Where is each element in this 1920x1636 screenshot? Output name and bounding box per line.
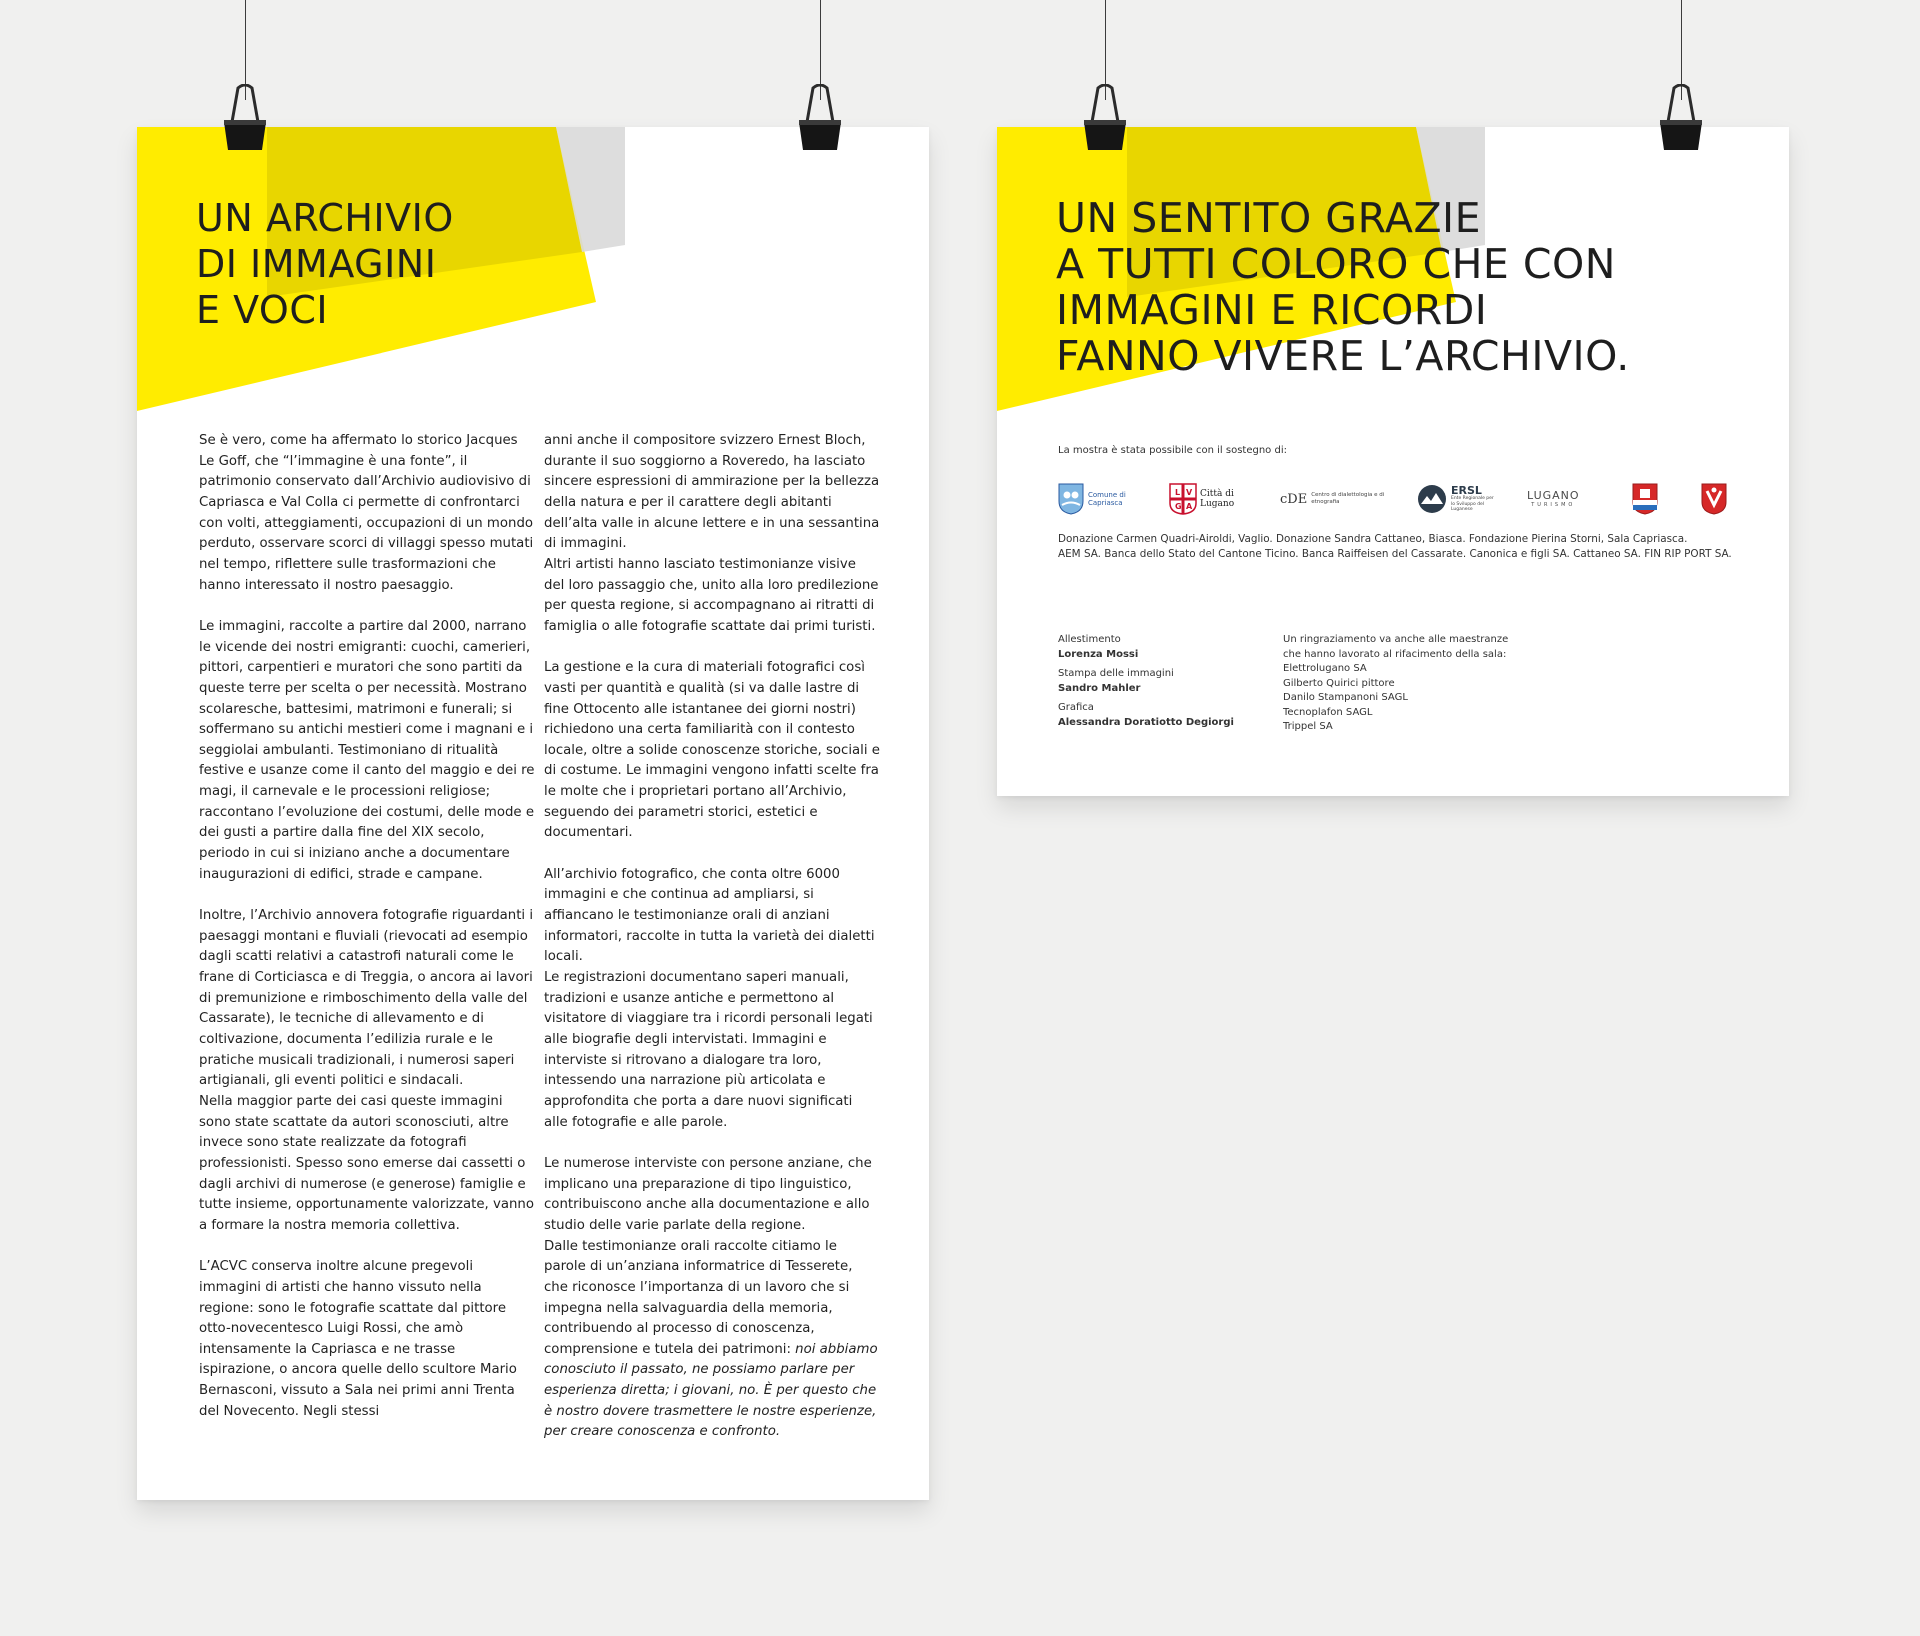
binder-clip-icon (1654, 84, 1708, 154)
crest-letter: G (1175, 502, 1182, 511)
poster-title (1056, 195, 1630, 379)
logo-crest-red (1701, 479, 1727, 519)
thanks-line: Danilo Stampanoni SAGL (1283, 692, 1408, 703)
logo-wordmark: LUGANO (1527, 488, 1580, 502)
paragraph: Le numerose interviste con persone anziane, che implicano una preparazione di tipo linguistico, contribuiscono anche alla documentazione e allo studio delle varie parlate della regione. (544, 1155, 872, 1233)
poster-thanks (997, 127, 1789, 796)
credits (1058, 633, 1234, 735)
binder-clip-icon (1078, 84, 1132, 154)
credit-role: Stampa delle immagini (1058, 668, 1174, 679)
thanks-line: Tecnoplafon SAGL (1283, 706, 1373, 718)
binder-clip-icon (218, 84, 272, 154)
paragraph: Nella maggior parte dei casi queste immagini sono state scattate da autori sconosciuti, altre invece sono state realizzate da fotografi professionisti. Spesso sono emerse dai cassetti o dagli archivi di numerose (e generose) famiglie e tutte insieme, opportunamente valorizzate, vanno a formare la nostra memoria collettiva. (199, 1093, 534, 1233)
title-line: IMMAGINI E RICORDI (1056, 286, 1488, 334)
logo-ersl (1417, 479, 1497, 519)
thanks-line: Trippel SA (1283, 721, 1333, 732)
thanks-line: che hanno lavorato al rifacimento della sala: (1283, 648, 1507, 660)
thanks-line: Elettrolugano SA (1283, 663, 1367, 674)
capriasca-crest-icon (1058, 483, 1084, 515)
thanks-line: Un ringraziamento va anche alle maestranze (1283, 634, 1509, 645)
paragraph (544, 1237, 880, 1444)
donation-line: AEM SA. Banca dello Stato del Cantone Ticino. Banca Raiffeisen del Cassarate. Canonica e figli SA. Cattaneo SA. FIN RIP PORT SA. (1058, 547, 1732, 560)
paragraph: Le registrazioni documentano saperi manuali, tradizioni e usanze antiche e permettono al visitatore di viaggiare tra i ricordi personali legati alle biografie degli intervistati. Immagini e interviste si ritrovano a dialogare tra loro, intessendo una narrazione più articolata e approfondita che porta a dare nuovi significati alle fotografie e alle parole. (544, 970, 873, 1130)
paragraph: Altri artisti hanno lasciato testimonianze visive del loro passaggio che, unito alla loro predilezione per questa regione, si accompagnano ai ritratti di famiglia o alle fotografie scattate dai primi turisti. (544, 556, 879, 634)
crest-letter: L (1175, 488, 1181, 497)
title-line: E VOCI (196, 288, 329, 332)
logo-caption: Città di Lugano (1200, 489, 1235, 509)
poster-title (196, 195, 454, 333)
logo-lugano-turismo (1527, 479, 1580, 519)
cde-mark-icon: cDE (1280, 491, 1308, 507)
donation-line: Donazione Carmen Quadri-Airoldi, Vaglio. Donazione Sandra Cattaneo, Biasca. Fondazione Pierina Storni, Sala Capriasca. (1058, 533, 1688, 545)
title-line: A TUTTI COLORO CHE CON (1056, 240, 1616, 288)
ersl-mountain-icon (1417, 484, 1447, 514)
donations-list (1058, 532, 1732, 561)
paragraph: Le immagini, raccolte a partire dal 2000, narrano le vicende dei nostri emigranti: cuochi, camerieri, pittori, carpentieri e muratori che sono partiti da queste terre per scelta o per necessità. Mostrano scolaresche, battesimi, matrimoni e funerali; si soffermano su antichi mestieri come i magnani e i seggiolai ambulanti. Testimoniano di ritualità festive e usanze come il canto del maggio e dei re magi, il carnevale e le processioni religiose; raccontano l’evoluzione dei costumi, delle mode e dei gusti a partire dalla fine del XIX secolo, periodo in cui si iniziano anche a documentare inaugurazioni di edifici, strade e campane. (199, 618, 535, 882)
support-label: La mostra è stata possibile con il sostegno di: (1058, 445, 1287, 456)
logo-cde (1280, 479, 1393, 519)
quote: noi abbiamo conosciuto il passato, ne possiamo parlare per esperienza diretta; i giovani, no. È per questo che è nostro dovere trasmettere le nostre esperienze, per creare conoscenza e confronto. (544, 1341, 878, 1440)
title-line: UN ARCHIVIO (196, 196, 454, 240)
ersl-mark: ERSL (1451, 484, 1482, 498)
text-column-1 (199, 431, 535, 1422)
thanks-list (1283, 633, 1508, 735)
title-line: UN SENTITO GRAZIE (1056, 194, 1482, 242)
logo-citta-lugano (1169, 479, 1238, 519)
paragraph: anni anche il compositore svizzero Ernest Bloch, durante il suo soggiorno a Roveredo, ha lasciato sincere espressioni di ammirazione per la bellezza della natura e per il carattere degli abitanti dell’alta valle in alcune lettere e in una sessantina di immagini. (544, 433, 880, 552)
credit-name: Lorenza Mossi (1058, 648, 1139, 660)
logo-comune-capriasca (1058, 479, 1130, 519)
crest-letter: A (1186, 502, 1193, 511)
crest-letter: V (1186, 488, 1193, 497)
credit-name: Sandro Mahler (1058, 682, 1141, 694)
thanks-line: Gilberto Quirici pittore (1283, 677, 1395, 689)
paragraph-text: Dalle testimonianze orali raccolte citiamo le parole di un’anziana informatrice di Tesserete, che riconosce l’importanza di un lavoro che si impegna nella salvaguardia della memoria, contribuendo al processo di conoscenza, comprensione e tutela dei patrimoni: (544, 1238, 853, 1357)
paragraph: All’archivio fotografico, che conta oltre 6000 immagini e che continua ad ampliarsi, si affiancano le testimonianze orali di anziani informatori, raccolte in tutta la varietà dei dialetti locali. (544, 866, 875, 965)
municipal-crest-icon (1632, 483, 1658, 515)
municipal-crest-icon (1701, 483, 1727, 515)
paragraph: L’ACVC conserva inoltre alcune pregevoli immagini di artisti che hanno vissuto nella regione: sono le fotografie scattate dal pittore otto-novecentesco Luigi Rossi, che amò intensamente la Capriasca e ne trasse ispirazione, o ancora quelle dello scultore Mario Bernasconi, vissuto a Sala nei primi anni Trenta del Novecento. Negli stessi (199, 1259, 517, 1419)
poster-archive-intro (137, 127, 929, 1500)
lugano-crest-icon (1169, 483, 1197, 515)
paragraph: Inoltre, l’Archivio annovera fotografie riguardanti i paesaggi montani e fluviali (rievocati ad esempio dagli scatti relativi a catastrofi naturali come le frane di Corticiasca e di Treggia, o ancora ai lavori di premunizione e rimboschimento della valle del Cassarate), le tecniche di allevamento e di coltivazione, documenta l’edilizia rurale e le pratiche musicali tradizionali, i numerosi saperi artigianali, gli eventi politici e sindacali. (199, 908, 534, 1089)
logo-caption: Ente Regionale per lo Sviluppo del Luganese (1451, 496, 1494, 513)
credit-role: Allestimento (1058, 634, 1121, 645)
credit-role: Grafica (1058, 702, 1094, 713)
text-column-2 (544, 431, 880, 1443)
logo-caption: TURISMO (1531, 501, 1576, 508)
title-line: DI IMMAGINI (196, 242, 437, 286)
credit-name: Alessandra Doratiotto Degiorgi (1058, 716, 1234, 728)
logo-crest-red-blue (1632, 479, 1658, 519)
logo-caption: Comune di Capriasca (1088, 491, 1126, 507)
logo-caption: Centro di dialettologia e di etnografia (1311, 492, 1385, 505)
title-line: FANNO VIVERE L’ARCHIVIO. (1056, 332, 1630, 380)
paragraph: Se è vero, come ha affermato lo storico Jacques Le Goff, che “l’immagine è una fonte”, il patrimonio conservato dall’Archivio audiovisivo di Capriasca e Val Colla ci permette di confrontarci con volti, atteggiamenti, occupazioni di un mondo perduto, osservare scorci di villaggi spesso mutati nel tempo, riflettere sulle trasformazioni che hanno interessato il nostro paesaggio. (199, 433, 534, 593)
binder-clip-icon (793, 84, 847, 154)
paragraph: La gestione e la cura di materiali fotografici così vasti per quantità e qualità (si va dalle lastre di fine Ottocento alle istantanee dei giorni nostri) richiedono una certa familiarità con il contesto locale, oltre a solide conoscenze storiche, sociali e di costume. Le immagini vengono infatti scelte fra le molte che i proprietari portano all’Archivio, seguendo dei parametri storici, estetici e documentari. (544, 660, 880, 841)
